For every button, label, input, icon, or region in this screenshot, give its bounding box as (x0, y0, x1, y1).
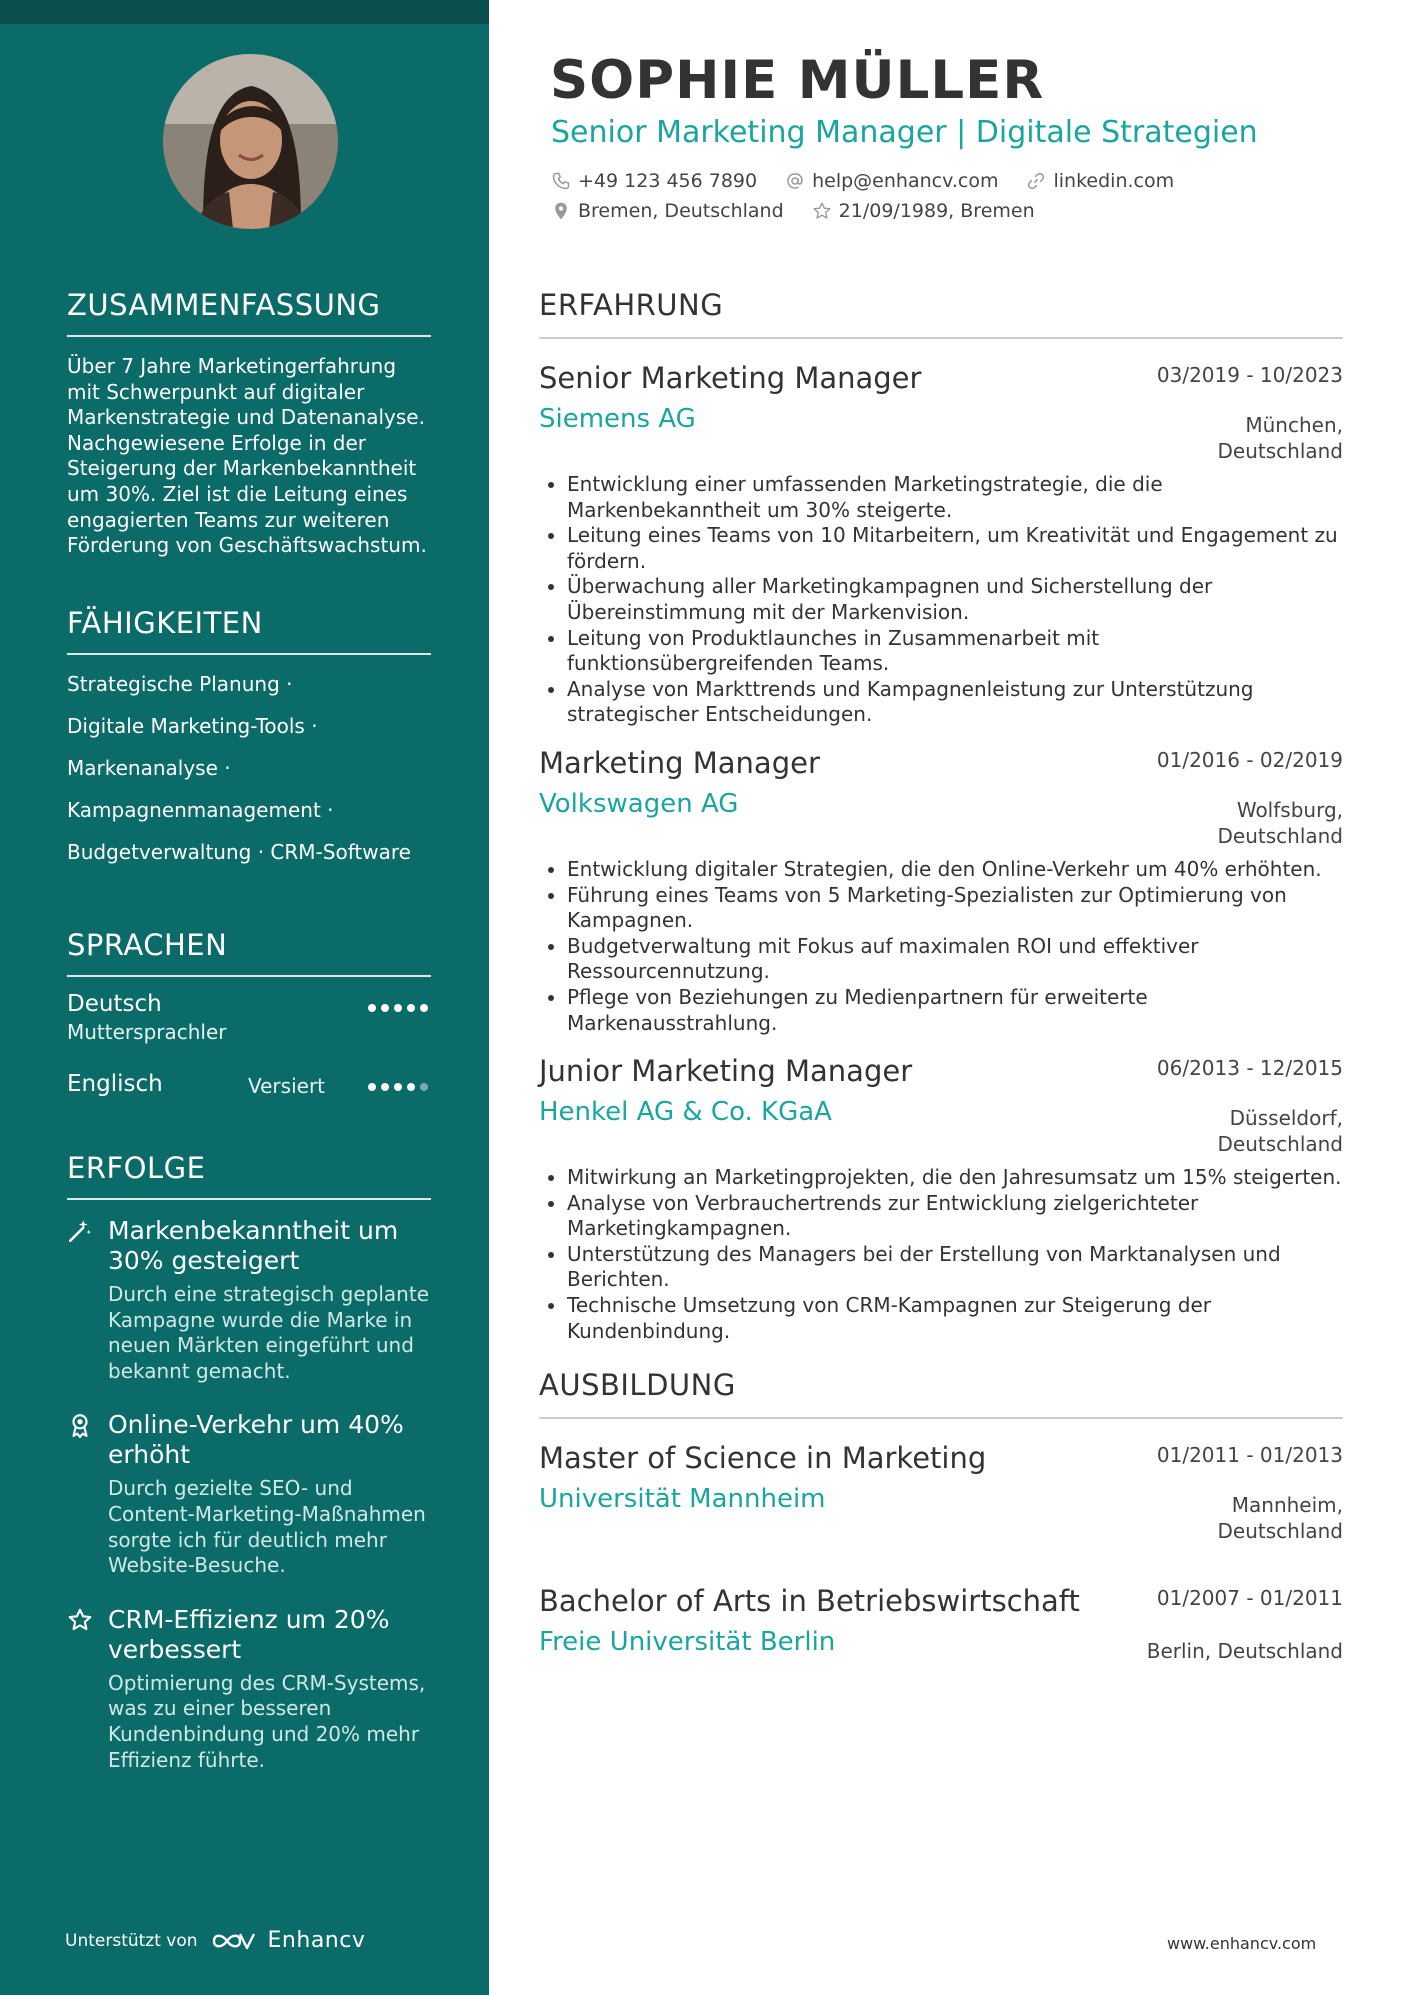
language-level-dots (368, 1004, 428, 1012)
main-content (489, 0, 1410, 1995)
education-location (1218, 1493, 1344, 1544)
achievement-title: Online-Verkehr um 40% erhöht (108, 1410, 404, 1470)
achievements-title: ERFOLGE (67, 1151, 431, 1200)
contact-email (785, 170, 998, 192)
contact-birth (812, 200, 1035, 222)
language-level-dots (368, 1083, 428, 1091)
contact-row-2 (551, 200, 1035, 222)
language-name: Englisch (67, 1071, 163, 1097)
job-bullet: • Entwicklung einer umfassenden Marketingstrategie, die die Markenbekanntheit um 30% steigerte. (567, 472, 1343, 523)
job-bullet: • Überwachung aller Marketingkampagnen und Sicherstellung der Übereinstimmung mit der Markenvision. (567, 574, 1343, 625)
star-outline-icon (812, 201, 832, 221)
website-link[interactable]: www.enhancv.com (1167, 1934, 1317, 1953)
skills-section (67, 606, 431, 873)
magic-wand-icon (67, 1218, 93, 1244)
level-dot-filled (394, 1004, 402, 1012)
level-dot-filled (420, 1004, 428, 1012)
job-bullet: • Unterstützung des Managers bei der Erstellung von Marktanalysen und Berichten. (567, 1242, 1343, 1293)
education-section (539, 1368, 1343, 1663)
job-location (1218, 413, 1344, 464)
languages-section (67, 928, 431, 1151)
job-bullet: • Analyse von Markttrends und Kampagnenleistung zur Unterstützung strategischer Entscheidungen. (567, 677, 1343, 728)
degree-title: Master of Science in Marketing (539, 1441, 987, 1475)
job-dates: 06/2013 - 12/2015 (1156, 1056, 1343, 1081)
job-bullet: • Pflege von Beziehungen zu Medienpartnern für erweiterte Markenausstrahlung. (567, 985, 1343, 1036)
link-icon (1026, 171, 1046, 191)
language-name: Deutsch (67, 991, 162, 1017)
job-city: Wolfsburg, (1236, 797, 1343, 822)
job-bullet: • Analyse von Verbrauchertrends zur Entwicklung zielgerichteter Marketingkampagnen. (567, 1191, 1343, 1242)
achievement-desc: Durch gezielte SEO- und Content-Marketing-Maßnahmen sorgte ich für deutlich mehr Website-Besuche. (108, 1476, 426, 1578)
location-text: Bremen, Deutschland (578, 200, 784, 222)
sidebar-top-bar (0, 0, 489, 24)
job-country: Deutschland (1217, 823, 1343, 848)
job-entry (539, 361, 1343, 728)
level-dot-filled (368, 1083, 376, 1091)
achievements-section (67, 1151, 431, 1799)
achievement-item (67, 1410, 431, 1578)
award-ribbon-icon (67, 1412, 93, 1438)
job-bullet: • Mitwirkung an Marketingprojekten, die den Jahresumsatz um 15% steigerten. (567, 1165, 1343, 1191)
level-dot-filled (381, 1004, 389, 1012)
level-dot-filled (407, 1004, 415, 1012)
language-row (67, 991, 431, 1071)
job-bullets (539, 1165, 1343, 1344)
language-level: Versiert (248, 1074, 326, 1098)
job-location (1218, 1106, 1344, 1157)
skill-item: Digitale Marketing-Tools · (67, 714, 318, 738)
job-dates: 01/2016 - 02/2019 (1156, 747, 1343, 772)
summary-title: ZUSAMMENFASSUNG (67, 288, 431, 337)
job-location (1218, 798, 1344, 849)
level-dot-filled (407, 1083, 415, 1091)
phone-icon (551, 171, 571, 191)
contact-location (551, 200, 784, 222)
birth-text: 21/09/1989, Bremen (838, 200, 1035, 222)
job-entry (539, 746, 1343, 1036)
degree-title: Bachelor of Arts in Betriebswirtschaft (539, 1584, 1080, 1618)
contact-row-1 (551, 170, 1174, 192)
job-title: Marketing Manager (539, 745, 820, 780)
job-bullet: • Leitung eines Teams von 10 Mitarbeitern, um Kreativität und Engagement zu fördern. (567, 523, 1343, 574)
education-entry (539, 1441, 1343, 1560)
job-city: München, (1245, 413, 1343, 437)
job-entry (539, 1054, 1343, 1344)
level-dot-filled (368, 1004, 376, 1012)
job-city: Düsseldorf, (1229, 1106, 1343, 1131)
skills-list (67, 663, 431, 873)
linkedin-link[interactable]: linkedin.com (1053, 170, 1175, 192)
job-country: Deutschland (1217, 438, 1343, 463)
education-location: Berlin, Deutschland (1146, 1639, 1343, 1663)
skill-item: Budgetverwaltung · CRM-Software (67, 840, 411, 864)
email-address[interactable]: help@enhancv.com (812, 170, 999, 192)
achievement-item (67, 1605, 431, 1773)
experience-section (539, 288, 1343, 1344)
language-row (67, 1071, 431, 1151)
powered-by-label: Unterstützt von (65, 1930, 198, 1951)
summary-section (67, 288, 431, 559)
level-dot-empty (420, 1083, 428, 1091)
language-level: Muttersprachler (67, 1020, 227, 1044)
contact-linkedin (1026, 170, 1174, 192)
skill-item: Kampagnenmanagement · (67, 798, 334, 822)
school-name: Universität Mannheim (539, 1484, 826, 1514)
job-company: Siemens AG (539, 404, 696, 434)
school-name: Freie Universität Berlin (539, 1627, 836, 1657)
skill-item: Markenanalyse · (67, 756, 231, 780)
phone-number[interactable]: +49 123 456 7890 (578, 170, 758, 192)
brand-name: Enhancv (267, 1928, 366, 1953)
contact-phone (551, 170, 757, 192)
location-pin-icon (551, 201, 571, 221)
job-country: Deutschland (1217, 1131, 1343, 1156)
job-bullet: • Budgetverwaltung mit Fokus auf maximalen ROI und effektiver Ressourcennutzung. (567, 934, 1343, 985)
job-bullet: • Entwicklung digitaler Strategien, die den Online-Verkehr um 40% erhöhten. (567, 857, 1343, 883)
education-country: Deutschland (1217, 1518, 1343, 1543)
skill-item: Strategische Planung · (67, 672, 293, 696)
achievement-item (67, 1216, 431, 1384)
summary-text: Über 7 Jahre Marketingerfahrung mit Schwerpunkt auf digitaler Markenstrategie und Datenanalyse. Nachgewiesene Erfolge in der Steigerung der Markenbekanntheit um 30%. Ziel ist die Leitung eines engagierten Teams zur weiteren Förderung von Geschäftswachstum. (67, 354, 427, 558)
job-company: Volkswagen AG (539, 788, 739, 819)
achievement-desc: Durch eine strategisch geplante Kampagne wurde die Marke in neuen Märkten eingeführt und bekannt gemacht. (108, 1282, 430, 1383)
skills-title: FÄHIGKEITEN (67, 606, 431, 655)
job-bullet: • Leitung von Produktlaunches in Zusammenarbeit mit funktionsübergreifenden Teams. (567, 626, 1343, 677)
job-title: Senior Marketing Manager (539, 361, 922, 395)
education-dates: 01/2011 - 01/2013 (1156, 1443, 1343, 1467)
job-title: Junior Marketing Manager (539, 1054, 913, 1089)
avatar (163, 54, 338, 229)
experience-title: ERFAHRUNG (539, 288, 1343, 339)
job-company: Henkel AG & Co. KGaA (539, 1097, 832, 1128)
candidate-name: SOPHIE MÜLLER (550, 50, 1045, 111)
education-entry (539, 1584, 1343, 1663)
achievement-title: Markenbekanntheit um 30% gesteigert (108, 1216, 399, 1275)
job-bullets (539, 472, 1343, 728)
sidebar (0, 0, 489, 1995)
achievements-list (67, 1216, 431, 1773)
job-dates: 03/2019 - 10/2023 (1156, 363, 1343, 387)
candidate-headline: Senior Marketing Manager | Digitale Strategien (551, 115, 1258, 150)
level-dot-filled (394, 1083, 402, 1091)
job-bullet: • Führung eines Teams von 5 Marketing-Spezialisten zur Optimierung von Kampagnen. (567, 883, 1343, 934)
education-dates: 01/2007 - 01/2011 (1156, 1586, 1343, 1610)
education-city: Mannheim, (1231, 1493, 1343, 1517)
job-bullet: • Technische Umsetzung von CRM-Kampagnen zur Steigerung der Kundenbindung. (567, 1293, 1343, 1344)
level-dot-filled (381, 1083, 389, 1091)
star-icon (67, 1607, 93, 1633)
job-bullets (539, 857, 1343, 1036)
achievement-desc: Optimierung des CRM-Systems, was zu einer besseren Kundenbindung und 20% mehr Effizienz führte. (108, 1670, 426, 1772)
languages-title: SPRACHEN (67, 928, 431, 977)
at-icon (785, 171, 805, 191)
powered-by (65, 1928, 365, 1953)
enhancv-logo-icon (210, 1929, 256, 1953)
education-title: AUSBILDUNG (539, 1368, 1343, 1419)
achievement-title: CRM-Effizienz um 20% verbessert (108, 1604, 390, 1664)
